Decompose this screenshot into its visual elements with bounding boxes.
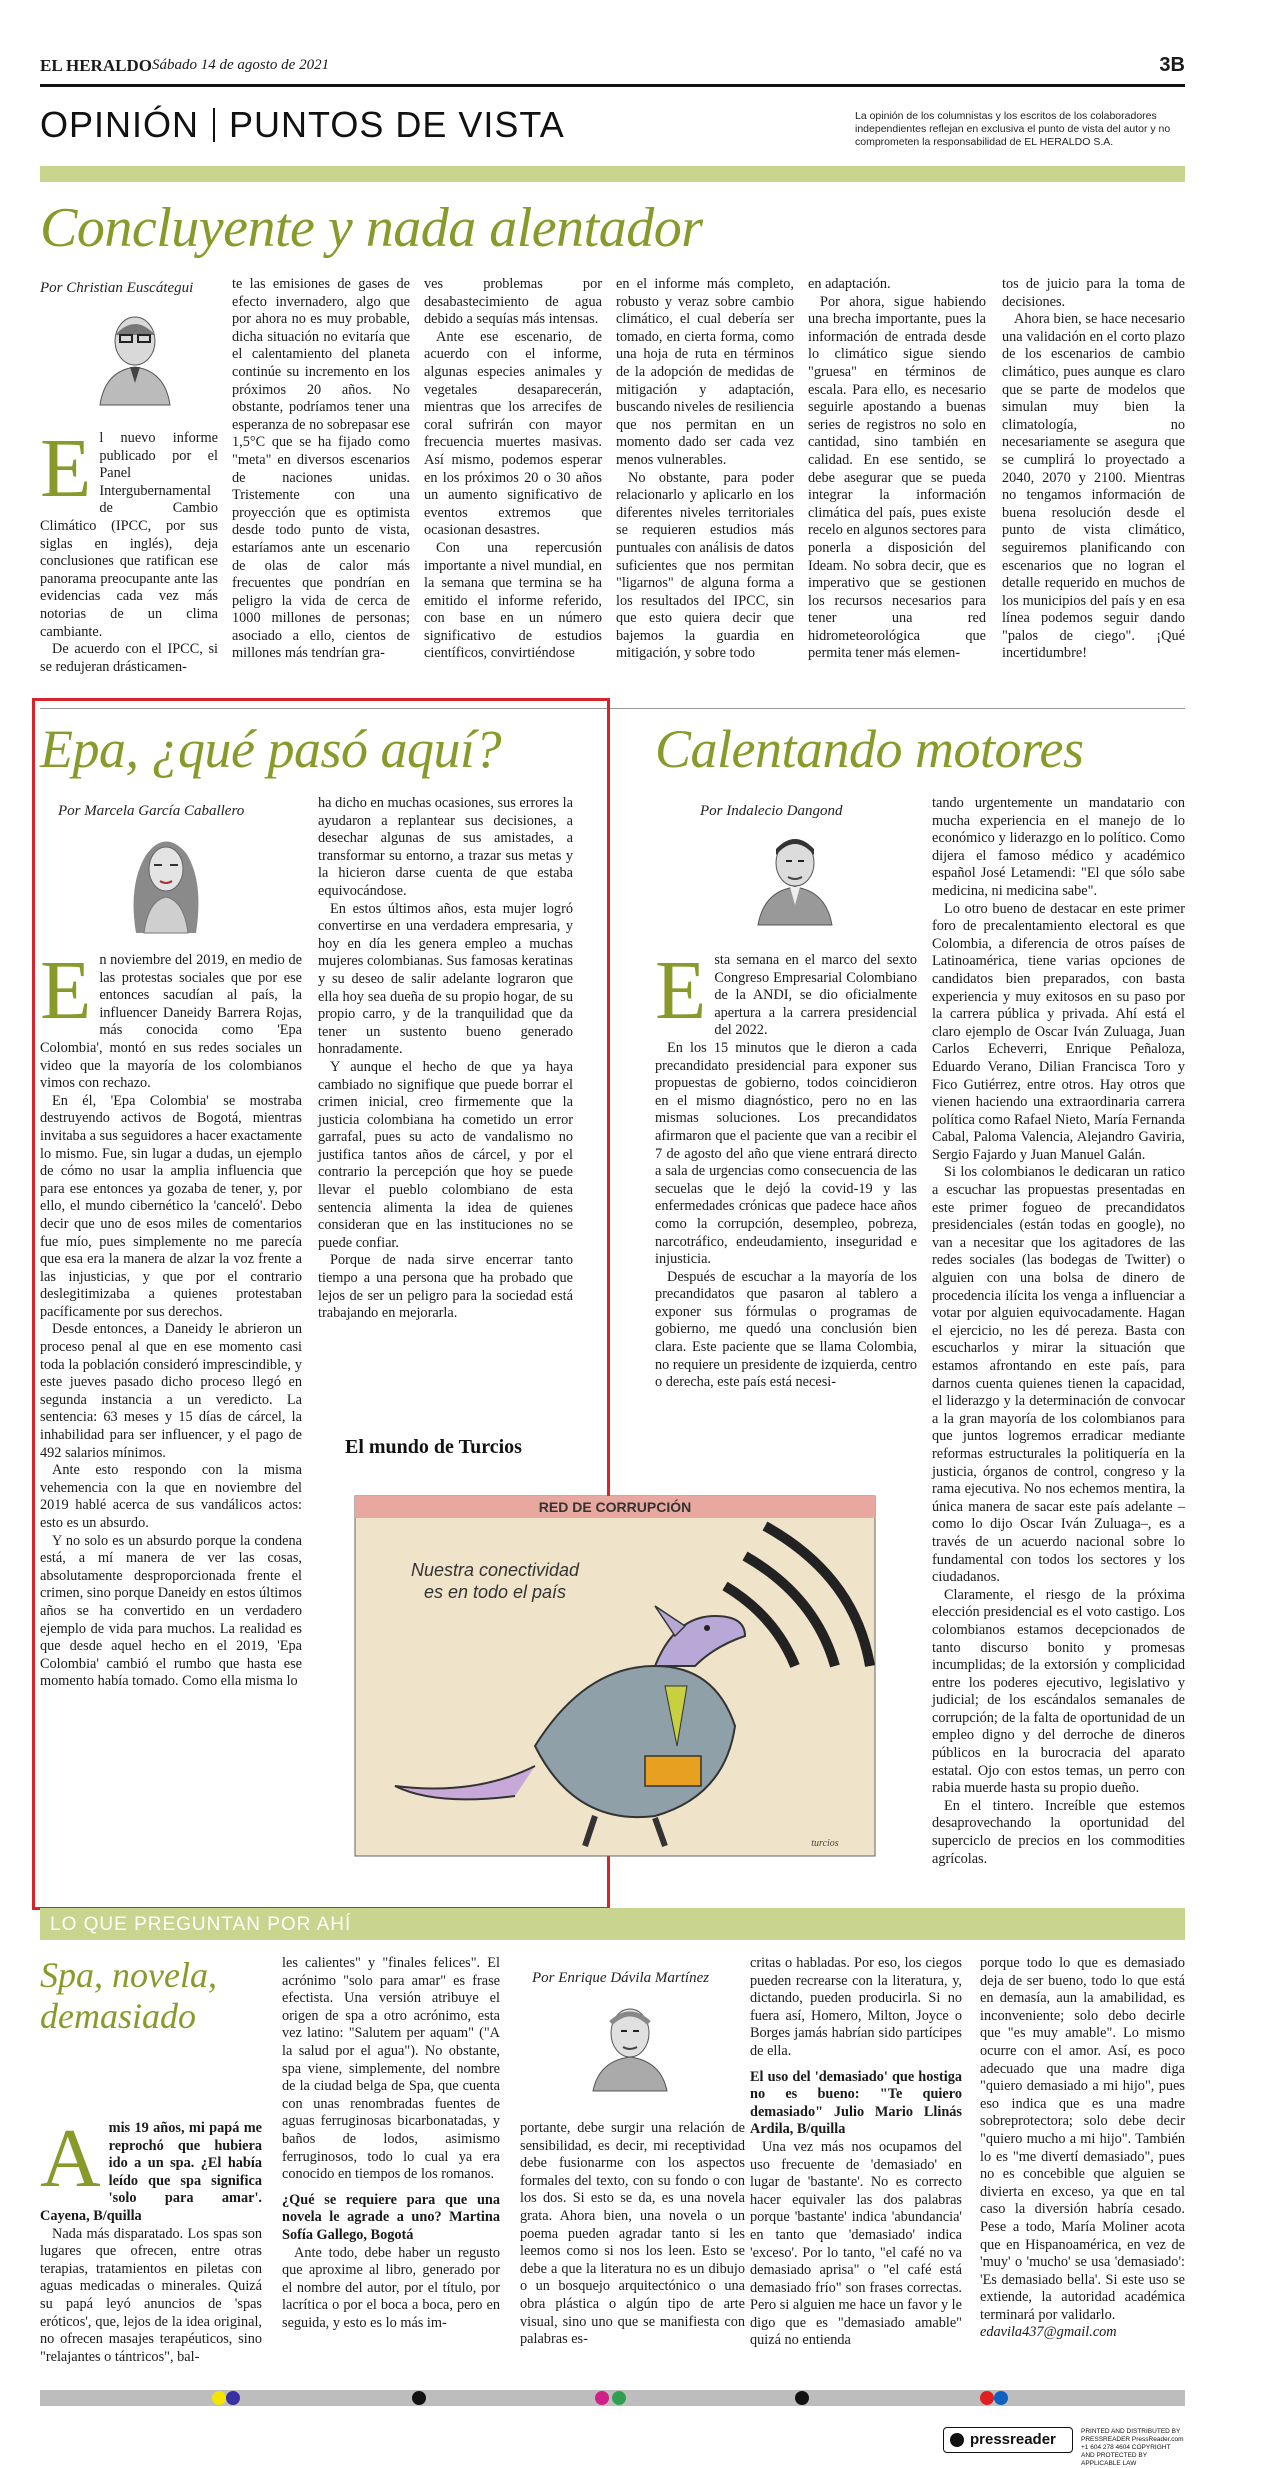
paragraph: Claramente, el riesgo de la próxima elección presidencial es el voto castigo. Los colombianos estamos decepcionados de tanto discurso bonito y promesas incumplidas; de la extorsión y complicidad entre los poderes ejecutivo, legislativo y judicial; de los escándalos semanales de corrupción; de la falta de oportunidad de un empleo digno y del derroche de dineros públicos en la burocracia del aparato estatal. Ojo con estos temas, un perro con rabia muerde hasta su propio dueño. — [932, 1586, 1185, 1797]
column-banner-label: LO QUE PREGUNTAN POR AHÍ — [50, 1914, 352, 1935]
reader-question: ¿Qué se requiere para que una novela le agrade a uno? Martina Sofía Gallego, Bogotá — [282, 2191, 500, 2243]
drop-cap: E — [40, 422, 92, 515]
paragraph: Lo otro bueno de destacar en este primer foro de precalentamiento electoral es que Colombia, a diferencia de otros países de Latinoamérica, tiene varias opciones de candidatos bien preparados, con basta experiencia y muy exitosos en su paso por la carrera pública y privada. Ahí está el claro ejemplo de Oscar Iván Zuluaga, Juan Carlos Echeverri, Enrique Peñaloza, Eduardo Verano, Dilian Francisca Toro y Fico Gutiérrez, entre otros. Hay otros que vienen haciendo una extraordinaria carrera política como Rafael Nieto, María Fernanda Cabal, Paloma Valencia, Alejandro Gaviria, Sergio Fajardo y Juan Manuel Galán. — [932, 900, 1185, 1163]
article-column-2 — [282, 1955, 500, 2332]
article-column-1 — [40, 2112, 262, 2366]
paragraph: Y no solo es un absurdo porque la condena está, a mí manera de ver las cosas, absolutamente desproporcionada frente el crimen, sino porque Daneidy en estos últimos años se ha convertido en un verdadero ejemplo de vida para muchos. La realidad es que desde aquel hecho en el 2019, 'Epa Colombia' cambió el rumbo que hasta ese momento había tomado. Como ella misma lo — [40, 1532, 302, 1690]
paragraph: ves problemas por desabastecimiento de agua debido a sequías más intensas. — [424, 276, 602, 328]
article-column-4 — [616, 276, 794, 663]
reader-question: mis 19 años, mi papá me reprochó que hubiera ido a un spa. ¿El había leído que spa significa 'solo para amar'. Cayena, B/quilla — [40, 2120, 262, 2224]
article-byline: Por Christian Euscátegui — [40, 280, 194, 296]
paragraph: portante, debe surgir una relación de sensibilidad, es decir, mi receptividad debe fusionarme con los aspectos formales del texto, con su fondo o con los dos. Si esto se da, es una novela grata. Ahora bien, una novela o un poema pueden agradar tanto si les leemos como si nos los leen. Esto se debe a que la literatura no es un dibujo o un bosquejo arquitectónico o una obra plástica o algún tipo de arte visual, sino uno que se manifiesta con palabras es- — [520, 2120, 745, 2348]
registration-mark — [795, 2391, 809, 2405]
paragraph: Ahora bien, se hace necesario una validación en el corto plazo de los escenarios de cambio climático, pues aunque es claro que se parte de modelos que simulan muy bien la climatología, no necesariamente se asegura que se cumplirá lo proyectado a 2040, 2070 y 2100. Mientras no tengamos información de buena resolución desde el punto de vista climático, seguiremos planificando con escenarios que no logran el detalle requerido en muchos de los municipios del país y en esa línea podemos seguir dando "palos de ciego". ¡Qué incertidumbre! — [1002, 311, 1185, 662]
author-portrait-icon — [750, 825, 840, 925]
paragraph: te las emisiones de gases de efecto invernadero, algo que por ahora no es muy probable, dicha situación no evitaría que el calentamiento del planeta continúe su incremento en los próximos 20 años. No obstante, podríamos tener una esperanza de no sobrepasar ese 1,5°C que se ha fijado como "meta" en diversos escenarios de naciones unidas. Tristemente con una proyección que es optimista desde todo punto de vista, estaríamos ante un escenario de olas de calor más frecuentes que pondrían en peligro la vida de cerca de 1000 millones de personas; asociado a ello, cientos de millones más tendrían gra- — [232, 276, 410, 662]
author-portrait-icon — [585, 1995, 675, 2091]
paragraph: No obstante, para poder relacionarlo y aplicarlo en los diferentes niveles territoriales se requieren estudios más puntuales con análisis de datos suficientes que nos permitan "ligarnos" de alguna forma a los resultados del IPCC, sin que esto quiera decir que bajemos la guardia en mitigación, y sobre todo — [616, 469, 794, 662]
paragraph: Ante todo, debe haber un regusto que aproxime al libro, generado por el nombre del autor, por el título, por lacrítica o por el boca a boca, pero en seguida, y esto es lo más im- — [282, 2244, 500, 2331]
registration-mark — [980, 2391, 994, 2405]
paragraph: De acuerdo con el IPCC, si se redujeran drásticamen- — [40, 641, 218, 675]
article-column-2 — [318, 795, 573, 1323]
article-column-1 — [40, 944, 302, 1691]
cartoon-signature: turcios — [811, 1838, 839, 1849]
article-column-2 — [932, 795, 1185, 1868]
article-headline: Calentando motores — [655, 719, 1084, 779]
cartoon-banner: RED DE CORRUPCIÓN — [538, 1499, 692, 1515]
article-column-1 — [40, 422, 218, 676]
paper-name: EL HERALDO — [40, 56, 152, 75]
author-email[interactable]: edavila437@gmail.com — [980, 2324, 1117, 2341]
section-name: OPINIÓN — [40, 104, 200, 145]
paragraph: Si los colombianos le dedicaran un ratico a escuchar las propuestas presentadas en este primer fogueo de precandidatos presidenciales (están todas en google), no van a necesitar que los agitadores de las redes sociales (las bodegas de Twitter) o alguien con una bolsa de dinero de procedencia ilícita los venga a influenciar a votar por alguien equivocadamente. Hagan el ejercicio, no les dé pereza. Basta con escucharlos y mirar la situación que estamos afrontando en este país, para darnos cuenta quienes tienen la capacidad, el liderazgo y la determinación de convocar a la gran mayoría de los colombianos para que juntos logremos erradicar mediante reformas estructurales la politiquería en la justicia, órganos de control, congreso y la rama ejecutiva. No nos echemos mentira, la única manera de sacar este país adelante –como lo dijo Oscar Iván Zuluaga–, es a través de un acuerdo nacional sobre lo fundamental con todos los sectores y los ciudadanos. — [932, 1164, 1185, 1586]
paragraph: tos de juicio para la toma de decisiones. — [1002, 276, 1185, 310]
paragraph: n noviembre del 2019, en medio de las protestas sociales que por ese entonces sacudían al país, la influencer Daneidy Barrera Rojas, más conocida como 'Epa Colombia', montó en sus redes sociales un video que la mayoría de los colombianos vimos con rechazo. — [40, 952, 302, 1092]
pressreader-footer — [943, 2427, 1185, 2467]
article-byline: Por Indalecio Dangond — [700, 803, 843, 819]
paragraph: Ante esto respondo con la misma vehemencia con la que en noviembre del 2019 hablé acerca de sus vandálicos actos: esto es un absurdo. — [40, 1462, 302, 1531]
cartoon-title: El mundo de Turcios — [345, 1436, 522, 1458]
paragraph: en el informe más completo, robusto y veraz sobre cambio climático, el cual debería ser tomado, en cierta forma, como una hoja de ruta en términos de la adopción de medidas de mitigación y adaptación, buscando niveles de resiliencia que nos permitan en un momento dado ser cada vez menos vulnerables. — [616, 276, 794, 468]
pressreader-logo[interactable]: pressreader — [943, 2427, 1073, 2453]
paragraph: Después de escuchar a la mayoría de los precandidatos que pasaron al tablero a exponer sus fórmulas o programas de gobierno, me quedó una conclusión bien clara. Este paciente que se llama Colombia, no requiere un presidente de izquierda, centro o derecha, este país está necesi- — [655, 1268, 917, 1391]
article-column-6 — [1002, 276, 1185, 663]
article-column-3 — [424, 276, 602, 663]
paragraph: En el tintero. Increíble que estemos desaprovechando la oportunidad del superciclo de precios en los commodities agrícolas. — [932, 1797, 1185, 1867]
paragraph: critas o habladas. Por eso, los ciegos pueden recrearse con la literatura, y, dictando, pueden producirla. Si no fuera así, Homero, Milton, Joyce o Borges jamás habrían sido partícipes de ella. — [750, 1955, 962, 2059]
article-headline: Epa, ¿qué pasó aquí? — [40, 719, 501, 779]
paragraph: tando urgentemente un mandatario con mucha experiencia en el manejo de lo económico y liderazgo en lo político. Como dijera el famoso médico y académico español José Letamendi: "El que sólo sabe medicina, ni medicina sabe". — [932, 795, 1185, 899]
paragraph: En estos últimos años, esta mujer logró convertirse en una verdadera empresaria, y hoy en día les genera empleo a muchas mujeres colombianas. Sus famosas keratinas y su deseo de salir adelante lograron que ella hoy sea dueña de su propio hogar, de su propio carro, y de la tranquilidad que da tener un sustento bueno generado honradamente. — [318, 900, 573, 1058]
cartoon-caption-1: Nuestra conectividad — [410, 1560, 580, 1580]
issue-date: Sábado 14 de agosto de 2021 — [152, 57, 330, 73]
article-byline: Por Marcela García Caballero — [58, 803, 245, 819]
registration-mark — [994, 2391, 1008, 2405]
section-accent-bar — [40, 166, 1185, 182]
paragraph: Ante ese escenario, de acuerdo con el informe, algunas especies animales y vegetales desaparecerán, mientras que los arrecifes de coral sufrirán con mayor frecuencia muertes masivas. Así mismo, podemos esperar en los próximos 20 o 30 años un aumento significativo de eventos extremos que ocasionan desastres. — [424, 328, 602, 539]
registration-mark — [212, 2391, 226, 2405]
article-column-1 — [655, 944, 917, 1392]
paragraph: Una vez más nos ocupamos del uso frecuente de 'demasiado' en lugar de 'bastante'. No es correcto hacer equivaler las dos palabras porque 'bastante' indica 'abundancia' en tanto que 'demasiado' indica 'exceso'. Por lo tanto, "el café no va demasiado aprisa" o "el café está demasiado frío" son frases correctas. Pero si alguien me hace un favor y le digo que es "demasiado amable" quizá no entienda — [750, 2138, 962, 2349]
section-title — [40, 104, 565, 146]
paragraph: l nuevo informe publicado por el Panel Intergubernamental de Cambio Climático (IPCC, por sus siglas en inglés), deja conclusiones que ratifican ese panorama preocupante ante las evidencias cada vez más notorias de un clima cambiante. — [40, 430, 218, 640]
pressreader-notice: PRINTED AND DISTRIBUTED BY PRESSREADER PressReader.com +1 604 278 4604 COPYRIGHT AND PROTECTED BY APPLICABLE LAW — [1081, 2428, 1184, 2467]
political-cartoon — [355, 1496, 875, 1856]
drop-cap: E — [40, 944, 92, 1037]
author-portrait-icon — [120, 825, 210, 933]
article-column-4 — [750, 1955, 962, 2350]
article-column-5 — [980, 1955, 1185, 2342]
page-number: 3B — [1159, 54, 1185, 76]
registration-mark — [412, 2391, 426, 2405]
paragraph: Con una repercusión importante a nivel mundial, en la semana que termina se ha emitido el informe referido, con base en un número significativo de estudios científicos, convirtiéndose — [424, 539, 602, 662]
paragraph: les calientes" y "finales felices". El acrónimo "solo para amar" es frase efectista. Una versión atribuye el origen de spa a otro acrónimo, esta vez latino: "Salutem per aquam" ("A la salud por el agua"). No obstante, spa viene, simplemente, del nombre de la ciudad belga de Spa, que cuenta con unas renombradas fuentes de aguas ferruginosas bicarbonatadas, y baños de lodos, asimismo ferruginosos, todo lo cual ya era conocido en tiempos de los romanos. — [282, 1955, 500, 2183]
author-portrait-icon — [90, 305, 180, 405]
article-column-3 — [520, 2120, 745, 2349]
paragraph: Por ahora, sigue habiendo una brecha importante, pues la información de entrada desde lo climático sigue siendo "gruesa" en términos de escala. Para ello, es necesario seguirle apostando a buenas series de registros no solo en cantidad, sino también en calidad. En ese sentido, se debe asegurar que se pueda integrar la información climática del país, pues existe recelo en algunos sectores para ponerla a disposición del Ideam. No sobra decir, que es imperativo que se gestionen los recursos necesarios para tener una red hidrometeorológica que permita tener más elemen- — [808, 293, 986, 662]
paragraph: sta semana en el marco del sexto Congreso Empresarial Colombiano de la ANDI, se dio oficialmente apertura a la carrera presidencial del 2022. — [714, 952, 917, 1039]
article-headline: Spa, novela, demasiado — [40, 1955, 217, 2036]
drop-cap: A — [40, 2112, 101, 2205]
section-divider — [213, 108, 215, 142]
paragraph: En los 15 minutos que le dieron a cada precandidato presidencial para exponer sus propuestas de gobierno, todos coincidieron en el mismo diagnóstico, pero no en las mismas soluciones. Los precandidatos afirmaron que el paciente que van a recibir el 7 de agosto del año que viene entrará directo a sala de urgencias como consecuencia de las secuelas que le dejó la covid-19 y las enfermedades crónicas que padece hace años como la corrupción, desempleo, pobreza, narcotráfico, endeudamiento, inseguridad e injusticia. — [655, 1039, 917, 1268]
editorial-disclaimer: La opinión de los columnistas y los escritos de los colaboradores independientes reflejan en exclusiva el punto de vista del autor y no comprometen la responsabilidad de EL HERALDO S.A. — [855, 110, 1171, 148]
paragraph: En él, 'Epa Colombia' se mostraba destruyendo activos de Bogotá, mientras invitaba a sus seguidores a hacer exactamente lo mismo. Fue, sin lugar a dudas, un ejemplo de cómo no usar la amplia influencia que para ese entonces ya gozaba de tener, y, por ello, el mundo cibernético la 'canceló'. Debo decir que uno de esos miles de comentarios fue mío, pues simplemente no me parecía que esa era la manera de alzar la voz frente a las injusticias, y que por el contrario deslegitimizaba a quienes protestaban pacíficamente por sus derechos. — [40, 1092, 302, 1320]
paragraph: Porque de nada sirve encerrar tanto tiempo a una persona que ha probado que lejos de ser un peligro para la sociedad está trabajando en mejorarla. — [318, 1252, 573, 1322]
registration-mark — [612, 2391, 626, 2405]
article-column-5 — [808, 276, 986, 663]
registration-mark — [226, 2391, 240, 2405]
paragraph: Y aunque el hecho de que ya haya cambiado no signifique que puede borrar el crimen inicial, creo firmemente que la justicia colombiana ha cometido un error garrafal, pues su acto de vandalismo no justifica tantos años de cárcel, y por el contrario la percepción que hoy se puede llevar el pueblo colombiano de esta sentencia alimenta la idea de quienes consideran que en las instituciones no se puede confiar. — [318, 1058, 573, 1251]
masthead — [40, 56, 1185, 78]
paragraph: Desde entonces, a Daneidy le abrieron un proceso penal al que en ese momento casi toda la población consideró imprescindible, y este jueves pasado dicho proceso llegó en segunda instancia a un veredicto. La sentencia: 63 meses y 15 días de cárcel, la inhabilidad para ser influencer, y el pago de 492 salarios mínimos. — [40, 1321, 302, 1461]
column-banner — [40, 1908, 1185, 1940]
registration-mark — [595, 2391, 609, 2405]
article-headline: Concluyente y nada alentador — [40, 197, 703, 259]
paragraph: Nada más disparatado. Los spas son lugares que ofrecen, entre otras terapias, tratamientos en piletas con aguas medicadas o minerales. Quizá su papá leyó anuncios de 'spas eróticos', que, lejos de la idea original, no ofrecen masajes terapéuticos, sino "relajantes o tántricos", bal- — [40, 2225, 262, 2365]
article-byline: Por Enrique Dávila Martínez — [532, 1970, 710, 1986]
subsection-name: PUNTOS DE VISTA — [229, 104, 565, 145]
paragraph: en adaptación. — [808, 276, 891, 292]
cartoon-caption-2: es en todo el país — [423, 1582, 567, 1602]
reader-question: El uso del 'demasiado' que hostiga no es bueno: "Te quiero demasiado" Julio Mario Llinás Ardila, B/quilla — [750, 2068, 962, 2138]
paragraph: porque todo lo que es demasiado deja de ser bueno, todo lo que está en demasía, aun la amabilidad, es inconveniente; solo debo decirle que "es muy amable". Lo mismo ocurre con el amor. Así, es poco adecuado que una madre diga "quiero demasiado a mi hijo", pues eso indica que es una madre sobreprotectora; solo debe decir "quiero mucho a mi hijo". También lo es "me divertí demasiado", pues no es concebible que alguien se divierta en exceso, ya que en tal caso la diversión habría cesado. Pese a todo, María Moliner acota que en Hispanoamérica, en vez de 'muy' o 'mucho' se usa 'demasiado': 'Es demasiado bella'. Si este uso se extiende, la autoridad académica terminará por validarlo. — [980, 1955, 1185, 2323]
article-column-2 — [232, 276, 410, 663]
paragraph: ha dicho en muchas ocasiones, sus errores la ayudaron a replantear sus decisiones, a desechar algunas de sus amistades, a transformar su entorno, a trazar sus metas y la hicieron darse cuenta de que estaba equivocándose. — [318, 795, 573, 899]
header-rule — [40, 84, 1185, 87]
drop-cap: E — [655, 944, 707, 1037]
